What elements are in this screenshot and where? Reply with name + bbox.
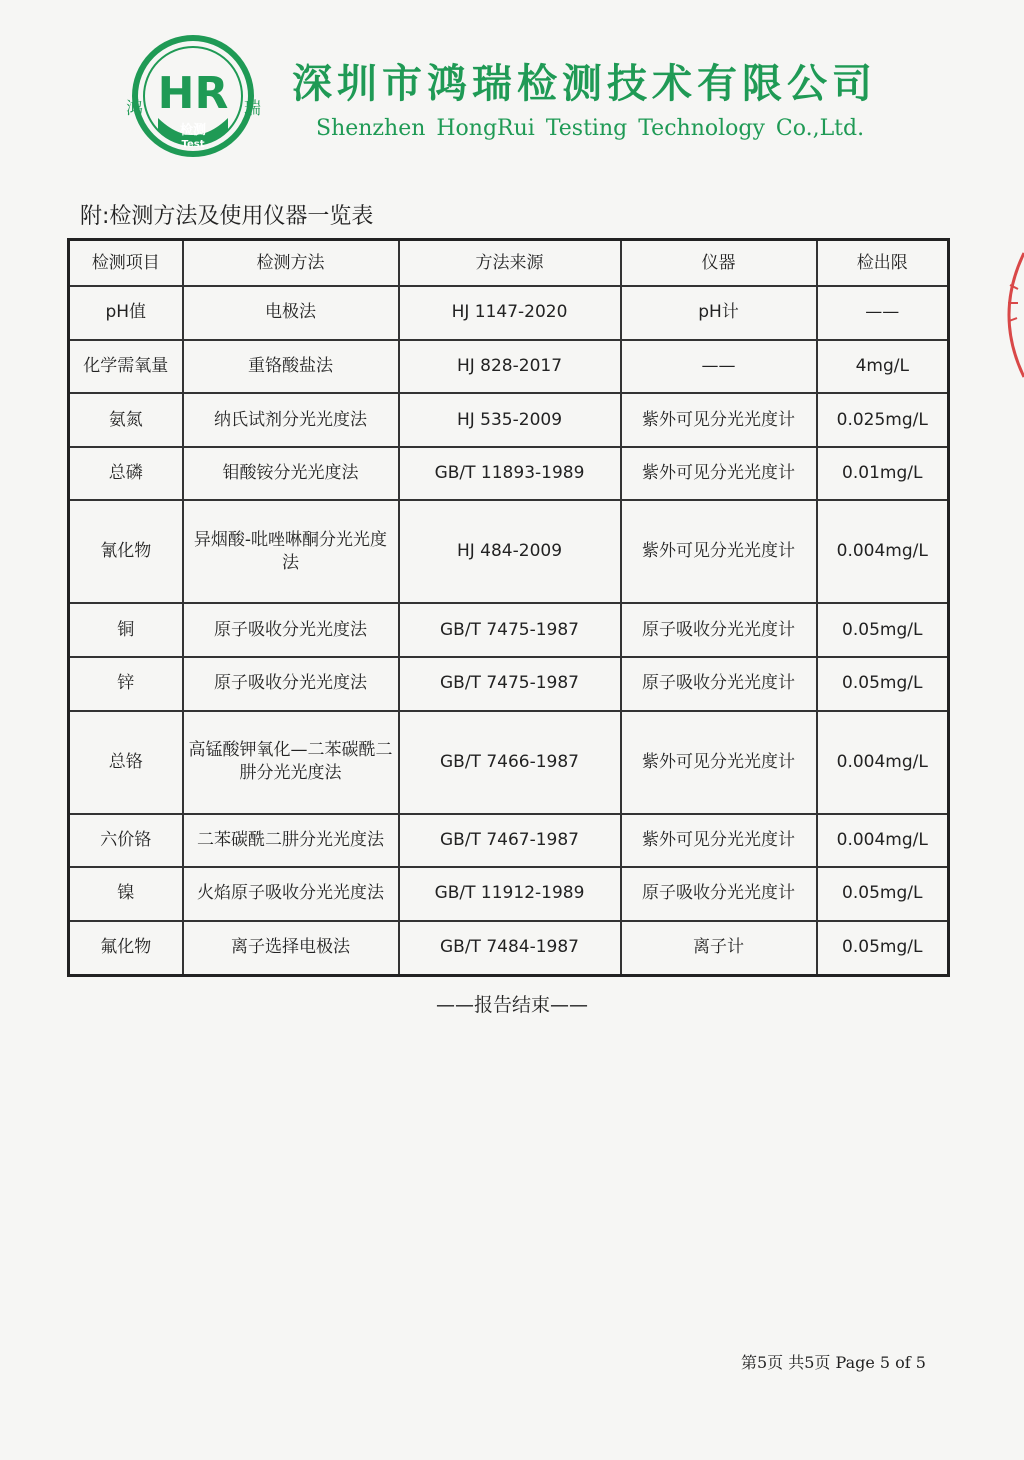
cell-method: 二苯碳酰二肼分光光度法 [183, 814, 399, 868]
report-end-note: ——报告结束—— [435, 994, 588, 1016]
cell-limit: 0.004mg/L [817, 500, 949, 603]
cell-instrument: 紫外可见分光光度计 [621, 500, 817, 603]
cell-source: GB/T 7475-1987 [399, 657, 621, 711]
cell-instrument: 原子吸收分光光度计 [621, 603, 817, 657]
table-row [69, 657, 949, 711]
table-row [69, 286, 949, 340]
cell-method: 电极法 [183, 286, 399, 340]
table-row [69, 393, 949, 447]
cell-method: 火焰原子吸收分光光度法 [183, 867, 399, 921]
header-item: 检测项目 [69, 240, 183, 287]
cell-limit: 0.05mg/L [817, 603, 949, 657]
cell-instrument: 原子吸收分光光度计 [621, 657, 817, 711]
cell-item: 总磷 [69, 447, 183, 501]
logo-left-char: 鸿 [126, 99, 143, 119]
cell-item: 氟化物 [69, 921, 183, 976]
cell-instrument: —— [621, 340, 817, 394]
cell-item: 六价铬 [69, 814, 183, 868]
company-name-cn: 深圳市鸿瑞检测技术有限公司 [292, 60, 877, 107]
cell-source: GB/T 11912-1989 [399, 867, 621, 921]
cell-source: GB/T 7475-1987 [399, 603, 621, 657]
cell-limit: 0.004mg/L [817, 814, 949, 868]
cell-item: 锌 [69, 657, 183, 711]
cell-limit: 0.004mg/L [817, 711, 949, 814]
cell-item: 铜 [69, 603, 183, 657]
cell-method: 钼酸铵分光光度法 [183, 447, 399, 501]
cell-source: GB/T 7484-1987 [399, 921, 621, 976]
logo-sub-en: Test [181, 139, 205, 150]
table-row [69, 921, 949, 976]
cell-source: HJ 535-2009 [399, 393, 621, 447]
logo-text: HR [157, 68, 229, 119]
table-row [69, 814, 949, 868]
company-name-en: Shenzhen HongRui Testing Technology Co.,Ltd. [316, 116, 865, 141]
cell-limit: —— [817, 286, 949, 340]
table-row [69, 447, 949, 501]
header-method: 检测方法 [183, 240, 399, 287]
cell-instrument: 紫外可见分光光度计 [621, 393, 817, 447]
table-row [69, 867, 949, 921]
cell-method: 异烟酸-吡唑啉酮分光光度法 [183, 500, 399, 603]
cell-source: GB/T 7466-1987 [399, 711, 621, 814]
cell-method: 高锰酸钾氧化—二苯碳酰二肼分光光度法 [183, 711, 399, 814]
cell-limit: 0.025mg/L [817, 393, 949, 447]
cell-limit: 0.05mg/L [817, 867, 949, 921]
cell-method: 离子选择电极法 [183, 921, 399, 976]
table-row [69, 603, 949, 657]
table-row [69, 711, 949, 814]
cell-method: 原子吸收分光光度法 [183, 603, 399, 657]
cell-source: HJ 828-2017 [399, 340, 621, 394]
table-row [69, 340, 949, 394]
cell-limit: 0.01mg/L [817, 447, 949, 501]
seal-fragment [994, 245, 1024, 385]
cell-instrument: 离子计 [621, 921, 817, 976]
table-header-row [69, 240, 949, 287]
cell-source: GB/T 7467-1987 [399, 814, 621, 868]
cell-item: 化学需氧量 [69, 340, 183, 394]
cell-method: 原子吸收分光光度法 [183, 657, 399, 711]
header-source: 方法来源 [399, 240, 621, 287]
cell-source: GB/T 11893-1989 [399, 447, 621, 501]
cell-method: 重铬酸盐法 [183, 340, 399, 394]
cell-instrument: 紫外可见分光光度计 [621, 711, 817, 814]
cell-limit: 4mg/L [817, 340, 949, 394]
methods-table [67, 238, 950, 977]
cell-limit: 0.05mg/L [817, 657, 949, 711]
page-number: 第5页 共5页 Page 5 of 5 [740, 1353, 926, 1372]
cell-method: 纳氏试剂分光光度法 [183, 393, 399, 447]
cell-source: HJ 484-2009 [399, 500, 621, 603]
hongrui-logo [118, 34, 268, 164]
cell-instrument: 紫外可见分光光度计 [621, 447, 817, 501]
logo-sub-cn: 检测 [179, 123, 207, 138]
cell-item: pH值 [69, 286, 183, 340]
table-row [69, 500, 949, 603]
cell-item: 氨氮 [69, 393, 183, 447]
cell-limit: 0.05mg/L [817, 921, 949, 976]
logo-right-char: 瑞 [244, 99, 261, 119]
header-limit: 检出限 [817, 240, 949, 287]
cell-source: HJ 1147-2020 [399, 286, 621, 340]
appendix-title: 附:检测方法及使用仪器一览表 [80, 204, 374, 229]
cell-item: 镍 [69, 867, 183, 921]
cell-instrument: pH计 [621, 286, 817, 340]
cell-item: 总铬 [69, 711, 183, 814]
cell-item: 氰化物 [69, 500, 183, 603]
header-instrument: 仪器 [621, 240, 817, 287]
cell-instrument: 原子吸收分光光度计 [621, 867, 817, 921]
cell-instrument: 紫外可见分光光度计 [621, 814, 817, 868]
